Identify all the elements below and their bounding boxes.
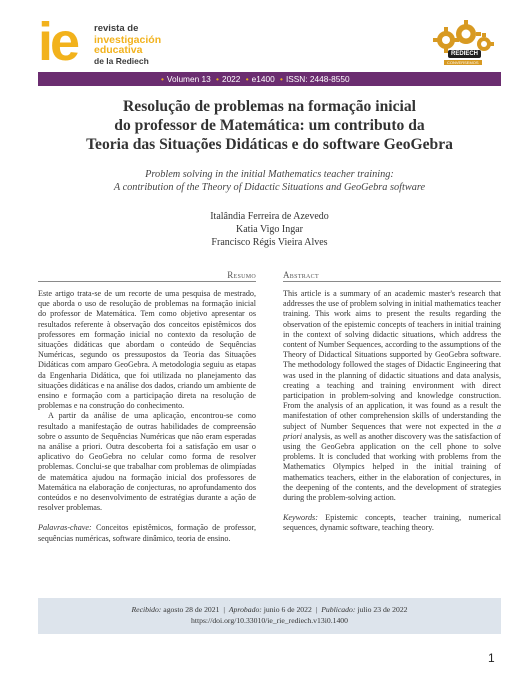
article-subtitle-line1: Problem solving in the initial Mathematics teacher training: — [145, 169, 394, 180]
dates-box — [38, 598, 501, 634]
journal-name-line2: investigación — [94, 33, 162, 46]
abstract-heading: Abstract — [283, 270, 501, 282]
article-title-line3: Teoria das Situações Didáticas e do software GeoGebra — [86, 136, 453, 153]
published-date: julio 23 de 2022 — [357, 605, 408, 614]
issue-article: e1400 — [251, 74, 275, 84]
journal-name-line1: revista de — [94, 23, 139, 34]
article-title-line2: do professor de Matemática: um contributo da — [114, 117, 425, 134]
approved-label: Aprobado: — [228, 605, 262, 614]
received-date: agosto 28 de 2021 — [163, 605, 220, 614]
journal-name-line3: educativa — [94, 44, 143, 56]
abstract-column — [283, 270, 501, 534]
abstract-body — [283, 289, 501, 503]
authors — [38, 210, 501, 249]
rediech-name: REDIECH — [448, 50, 481, 58]
resumo-column — [38, 270, 256, 544]
issue-bar — [38, 72, 501, 86]
resumo-body — [38, 289, 256, 513]
resumo-keywords-text: Conceitos epistêmicos, formação de professor, sequências numéricas, software dinâmico, teoria de ensino. — [38, 523, 257, 543]
doi-link[interactable]: https://doi.org/10.33010/ie_rie_rediech.v13i0.1400 — [190, 616, 348, 625]
article-subtitle-en — [38, 168, 501, 194]
issue-bullet: • — [161, 74, 164, 84]
page-number: 1 — [488, 651, 495, 665]
author: Italândia Ferreira de Azevedo — [210, 211, 329, 222]
article-title — [38, 97, 501, 154]
author: Francisco Régis Vieira Alves — [211, 237, 328, 248]
approved-date: junio 6 de 2022 — [263, 605, 312, 614]
issue-year: 2022 — [221, 74, 241, 84]
abstract-keywords — [283, 513, 501, 533]
abstract-emphasis: a priori — [283, 421, 502, 441]
rediech-subtitle: CONVERSEMOS — [444, 60, 482, 65]
rediech-logo — [426, 14, 498, 68]
abstract-text: This article is a summary of an academic master's research that addresses the use of problem solving in initial mathematics teacher training. This work aims to present the results regarding the observation of the epistemic concepts of teachers in initial training in the context of solving didactic situations, which address the content of Number Sequences, according to the assumptions of the Theory of Didactical Situations supported by GeoGebra software. The methodology followed the stages of Didactic Engineering that was used in the planning of didactic situations and data analysis, creating a teaching and training environment with direct participation in problem-solving and knowledge construction. From the analysis of an application, it was found as a result the manifestation of other comprehension skills of understanding the subject of Number Sequences that were not expected in the — [283, 289, 501, 431]
published-label: Publicado: — [321, 605, 356, 614]
issue-bullet: • — [280, 74, 283, 84]
journal-name — [94, 24, 161, 66]
resumo-paragraph: Este artigo trata-se de um recorte de uma pesquisa de mestrado, que aborda o uso de resolução de problemas na formação inicial do professor de Matemática. Tem como objetivo apresentar os resultados referente à observação dos conceitos epistêmicos dos professores em formação inicial no contexto da resolução de situações didáticas que abordam o conteúdo de Sequências Numéricas, segundo os pressupostos da Teoria das Situações Didáticas com amparo GeoGebra. A metodologia seguiu as etapas da Engenharia Didática, que foi utilizada no planejamento das situações didáticas e na análise dos dados, criando um ambiente de ensino e formação com a participação direta na resolução de problemas e na construção do conhecimento. — [38, 289, 256, 411]
journal-name-line4: de la Rediech — [94, 55, 149, 66]
resumo-paragraph: A partir da análise de uma aplicação, encontrou-se como resultado a manifestação de outras habilidades de compreensão sobre o assunto de Sequências Numéricas que não eram esperadas na análise a priori. Outra descoberta foi a satisfação em usar o aplicativo do GeoGebra no celular como forma de resolver problemas. Conclui-se que trabalhar com problemas de olimpíadas de matemática ajudou na formação inicial dos professores de Matemática na elaboração de conjecturas, no aprofundamento dos conteúdos e no desenvolvimento de estratégias durante a ação de resolver problemas. — [38, 411, 256, 513]
abstract-keywords-label: Keywords: — [283, 513, 318, 523]
issue-bullet: • — [216, 74, 219, 84]
abstract-text: analysis, as well as another discovery was the satisfaction of using the GeoGebra application on the cell phone to solve problems. It is concluded that working with problems from the Mathematics Olympics helped in the initial training of mathematics teachers, either in the elaboration of conjectures, in the deepening of the contents, and the development of strategies during the problem-solving action. — [283, 431, 501, 503]
resumo-heading: Resumo — [38, 270, 256, 282]
resumo-keywords-label: Palavras-chave: — [38, 523, 92, 533]
issue-issn: ISSN: 2448-8550 — [285, 74, 350, 84]
article-title-line1: Resolução de problemas na formação inicial — [123, 98, 416, 115]
issue-volume: Volumen 13 — [166, 74, 211, 84]
dates-line: Recibido: agosto 28 de 2021 | Aprobado: junio 6 de 2022 | Publicado: julio 23 de 2022 — [131, 605, 408, 614]
journal-logo-mark: ie — [38, 12, 78, 72]
resumo-keywords — [38, 523, 256, 543]
received-label: Recibido: — [131, 605, 162, 614]
issue-bullet: • — [245, 74, 249, 84]
abstract-paragraph — [283, 289, 501, 503]
author: Katia Vigo Ingar — [236, 224, 303, 235]
abstract-keywords-text: Epistemic concepts, teacher training, numerical sequences, dynamic software, teaching theory. — [283, 513, 502, 533]
article-subtitle-line2: A contribution of the Theory of Didactic Situations and GeoGebra software — [113, 182, 426, 193]
journal-logo — [38, 12, 228, 72]
